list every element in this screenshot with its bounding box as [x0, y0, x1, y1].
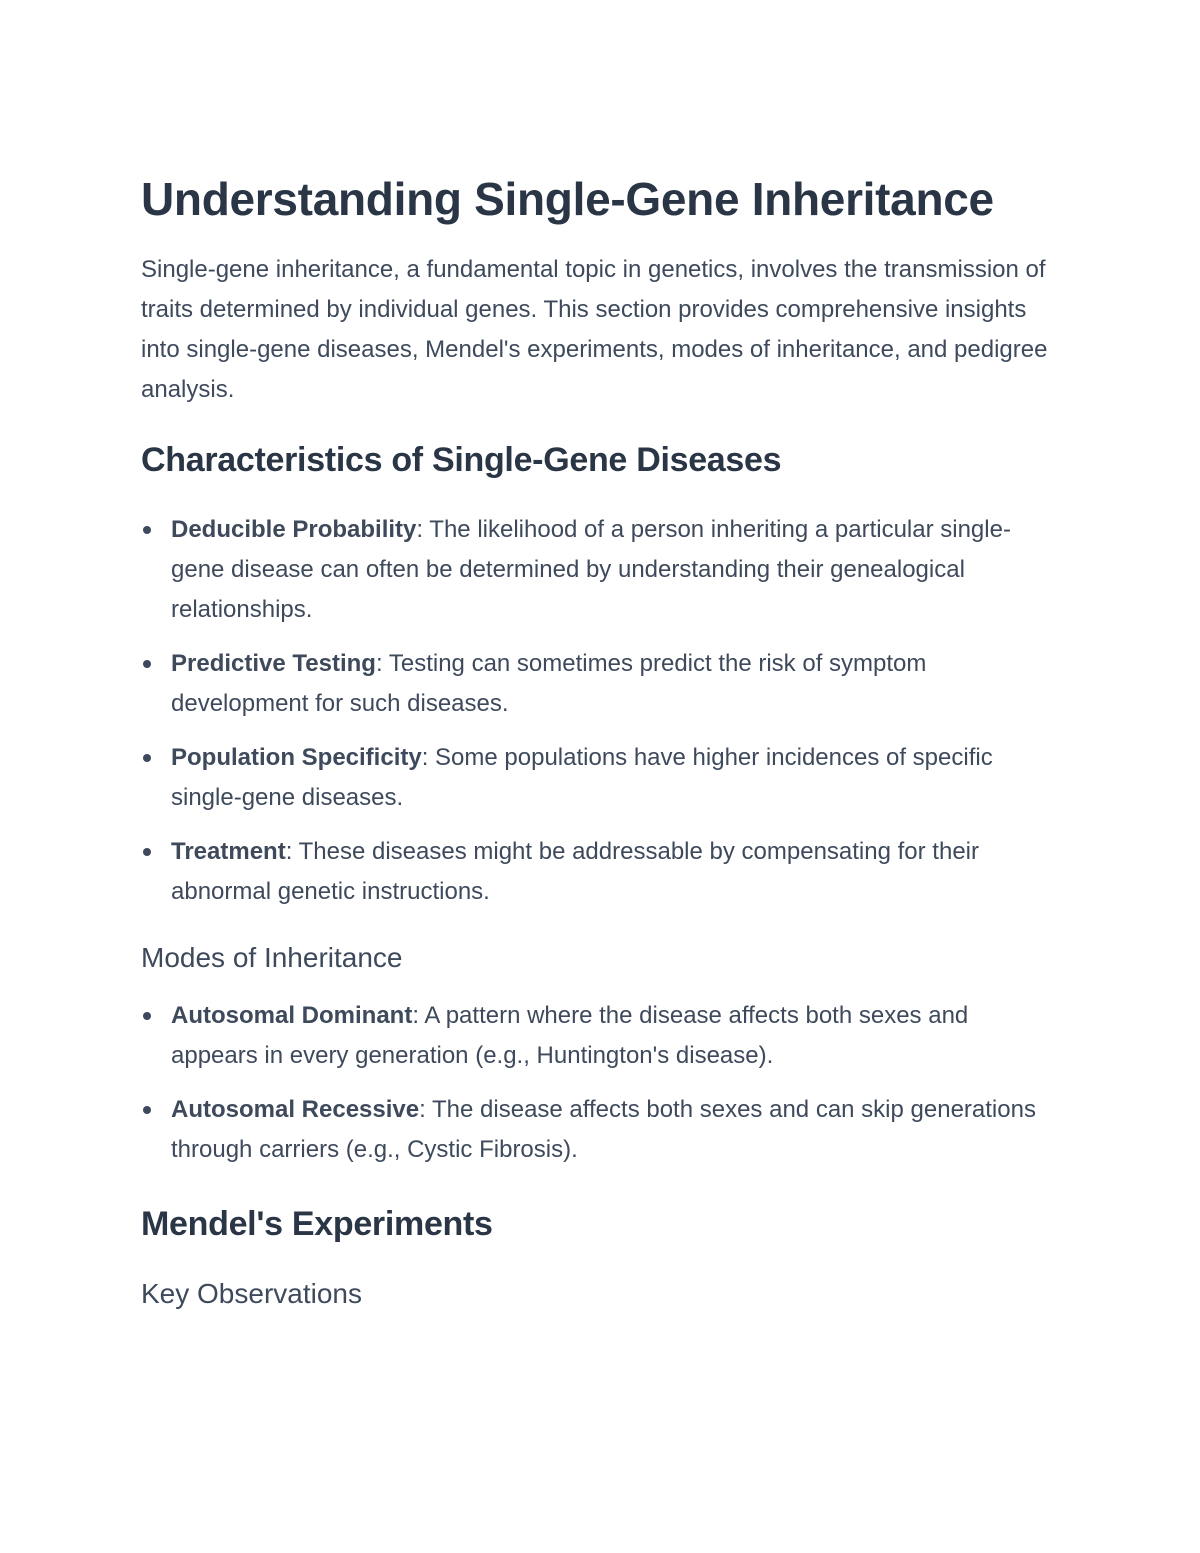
list-item-term: Autosomal Recessive [171, 1096, 420, 1123]
characteristics-list [141, 510, 1056, 912]
list-item-text: : Testing can sometimes predict the risk of symptom development for such diseases. [171, 650, 927, 717]
list-item [141, 996, 1056, 1076]
bullet-icon [143, 660, 151, 668]
modes-heading: Modes of Inheritance [141, 942, 403, 973]
bullet-icon [143, 1106, 151, 1114]
page-title: Understanding Single-Gene Inheritance [141, 173, 994, 225]
bullet-icon [143, 848, 151, 856]
modes-list [141, 996, 1056, 1170]
list-item-text: : Some populations have higher incidences of specific single-gene diseases. [171, 744, 993, 811]
bullet-icon [143, 754, 151, 762]
list-item [141, 1090, 1056, 1170]
list-item-term: Treatment [171, 838, 286, 865]
list-item [141, 510, 1056, 630]
bullet-icon [143, 526, 151, 534]
list-item-text: : A pattern where the disease affects both sexes and appears in every generation (e.g., Huntington's disease). [171, 1002, 969, 1069]
document-page [141, 168, 1056, 1314]
list-item-text: : The likelihood of a person inheriting a particular single-gene disease can often be determined by understanding their genealogical relationships. [171, 516, 1011, 623]
list-item-text: : These diseases might be addressable by compensating for their abnormal genetic instructions. [171, 838, 979, 905]
list-item [141, 832, 1056, 912]
list-item-term: Deducible Probability [171, 516, 417, 543]
key-observations-heading: Key Observations [141, 1278, 362, 1309]
list-item [141, 644, 1056, 724]
mendel-heading: Mendel's Experiments [141, 1205, 493, 1243]
intro-paragraph: Single-gene inheritance, a fundamental topic in genetics, involves the transmission of traits determined by individual genes. This section provides comprehensive insights into single-gene diseases, Mendel's experiments, modes of inheritance, and pedigree analysis. [141, 256, 1048, 403]
characteristics-heading: Characteristics of Single-Gene Diseases [141, 441, 782, 479]
list-item-term: Predictive Testing [171, 650, 376, 677]
list-item-term: Autosomal Dominant [171, 1002, 413, 1029]
list-item [141, 738, 1056, 818]
list-item-term: Population Specificity [171, 744, 422, 771]
list-item-text: : The disease affects both sexes and can skip generations through carriers (e.g., Cystic Fibrosis). [171, 1096, 1036, 1163]
bullet-icon [143, 1012, 151, 1020]
